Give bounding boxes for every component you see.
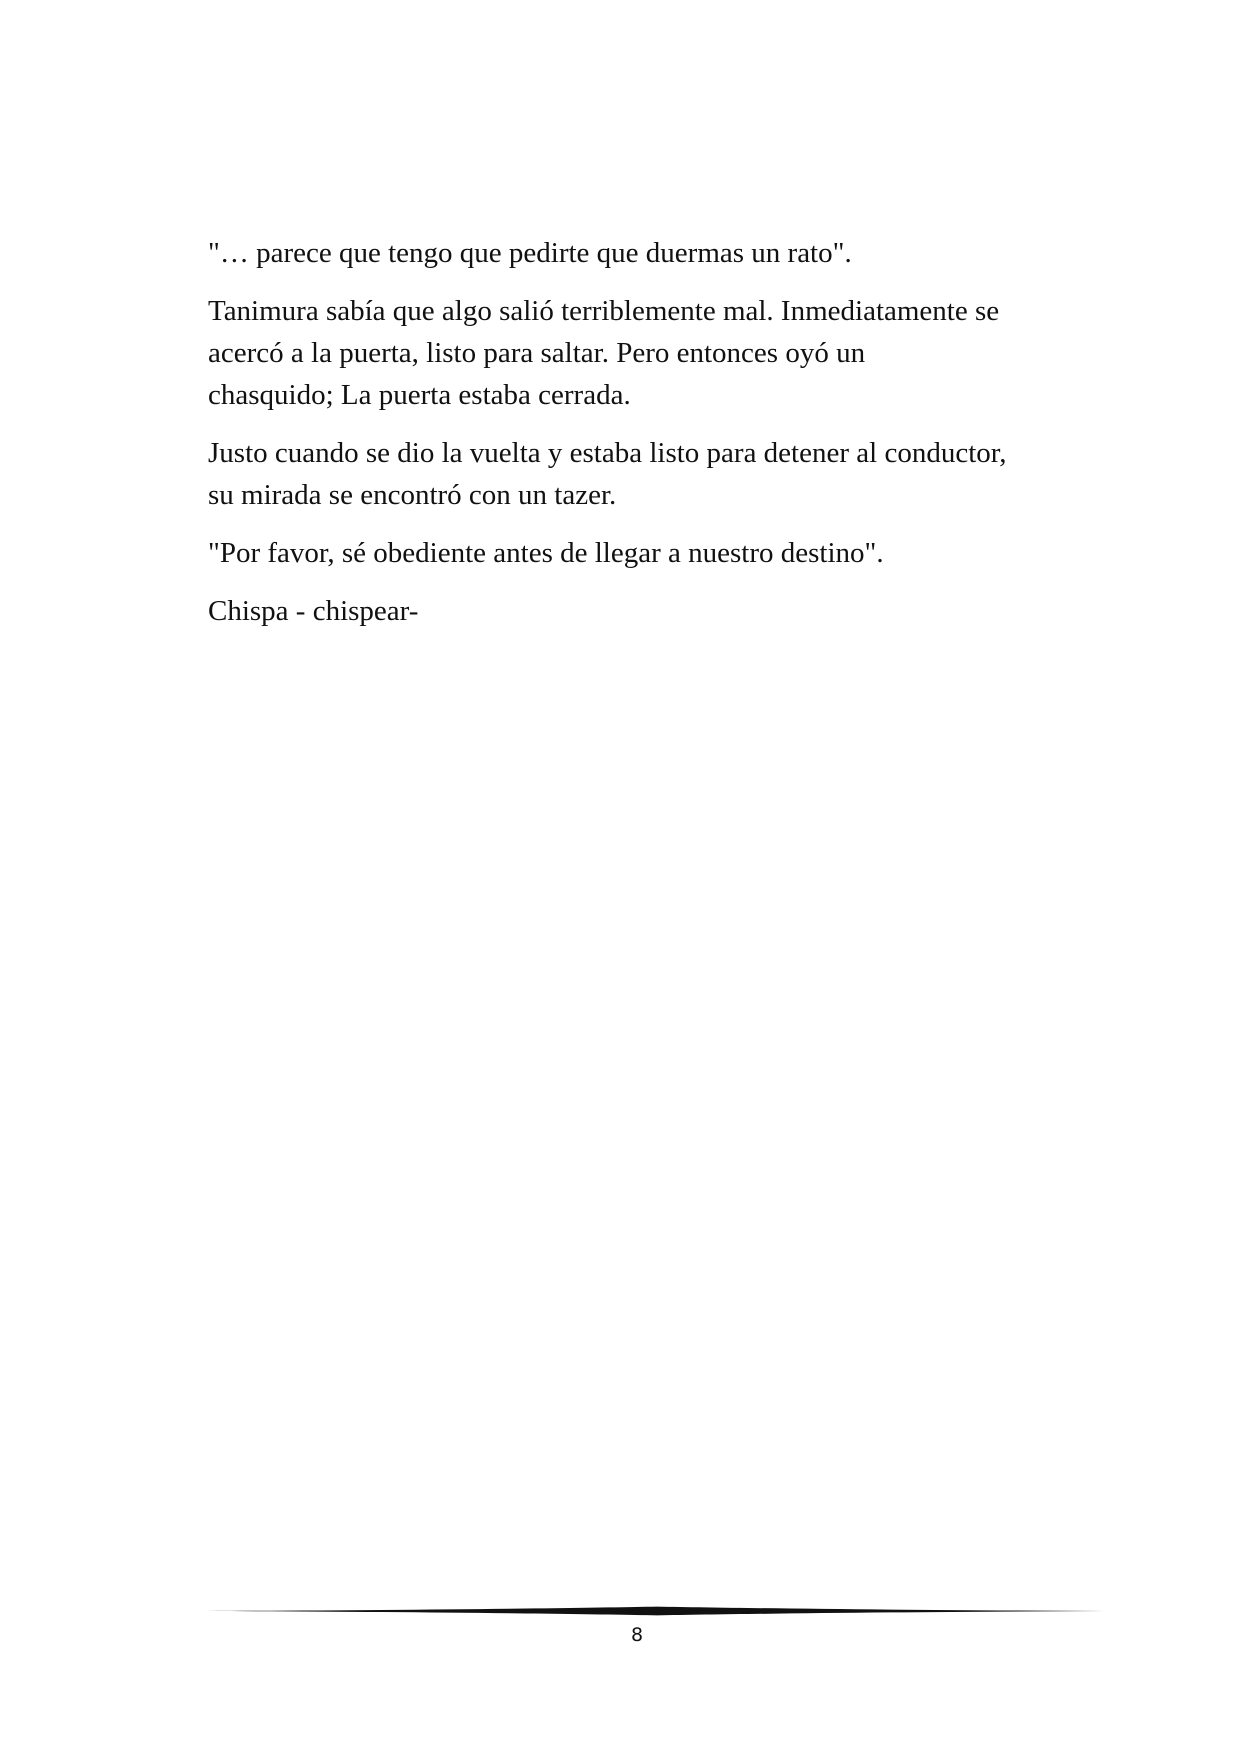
text-line: chasquido; La puerta estaba cerrada. [208,379,631,411]
paragraph-1 [208,232,1068,274]
footer-divider-swash [207,1604,1105,1618]
paragraph-3 [208,432,1068,516]
text-line: "Por favor, sé obediente antes de llegar a nuestro destino". [208,537,884,569]
body-text [208,232,1068,648]
text-line: Tanimura sabía que algo salió terriblemente mal. Inmediatamente se [208,295,1000,327]
paragraph-4 [208,532,1068,574]
page-number: 8 [630,1624,644,1646]
text-line: acercó a la puerta, listo para saltar. Pero entonces oyó un [208,337,866,369]
text-line: "… parece que tengo que pedirte que duermas un rato". [208,237,852,269]
text-line: Chispa - chispear- [208,595,419,627]
text-line: su mirada se encontró con un tazer. [208,479,617,511]
text-line: Justo cuando se dio la vuelta y estaba listo para detener al conductor, [208,437,1007,469]
paragraph-2 [208,290,1068,416]
footer-divider [207,1604,1105,1618]
paragraph-5 [208,590,1068,632]
